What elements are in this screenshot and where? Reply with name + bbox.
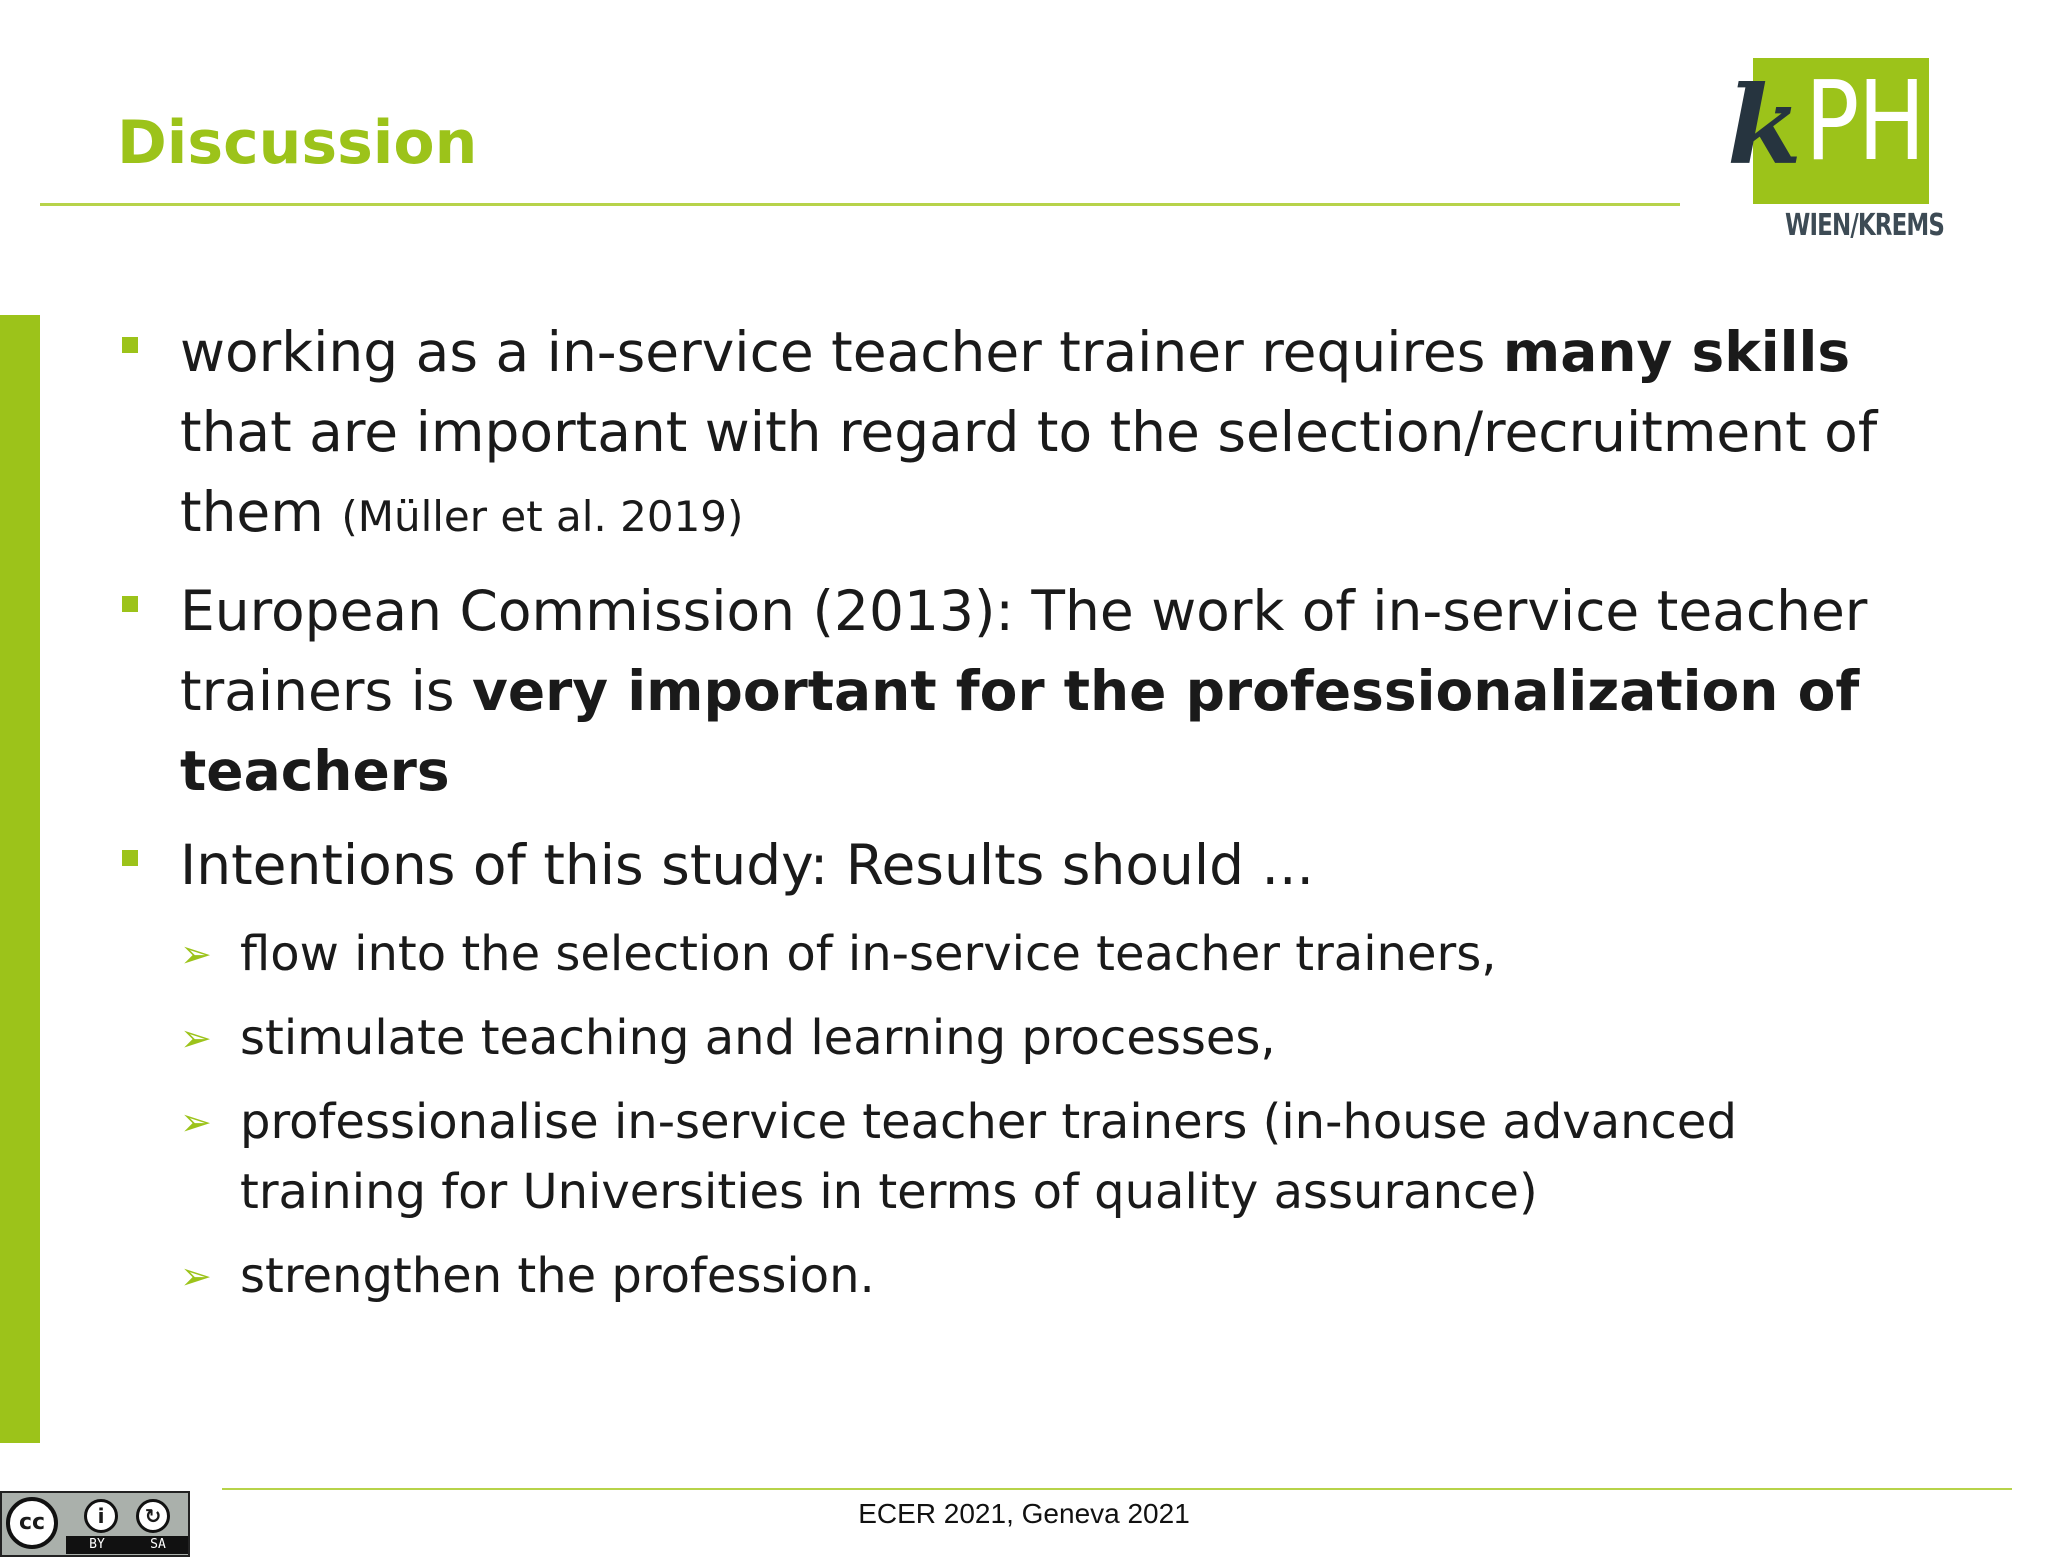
sub-bullet-text: professionalise in-service teacher trainers (in-house advanced training for Universities in terms of quality assurance)	[240, 1094, 1737, 1220]
sub-bullet	[118, 919, 1898, 989]
cc-icon: cc	[6, 1497, 58, 1549]
bullet-commission	[118, 571, 1898, 811]
sub-bullet-text: stimulate teaching and learning processes,	[240, 1010, 1276, 1066]
logo-k-text: k	[1727, 63, 1802, 189]
share-alike-icon: ↻	[136, 1499, 170, 1533]
attribution-icon: i	[84, 1499, 118, 1533]
license-by-label: BY	[66, 1536, 128, 1554]
title-divider	[40, 203, 1680, 206]
logo-subtitle: WIEN/KREMS	[1785, 208, 1945, 243]
citation: (Müller et al. 2019)	[341, 492, 744, 541]
license-sa-label: SA	[128, 1536, 188, 1554]
arrow-bullet-icon: ➢	[180, 1016, 212, 1060]
sub-bullet	[118, 1087, 1898, 1227]
kph-logo	[1727, 57, 1945, 248]
arrow-bullet-icon: ➢	[180, 1100, 212, 1144]
bullet-text: Intentions of this study: Results should ...	[180, 833, 1314, 897]
square-bullet-icon	[122, 596, 138, 612]
square-bullet-icon	[122, 850, 138, 866]
bullet-text: that are important with regard to the selection/recruitment of them	[180, 400, 1878, 544]
slide-title: Discussion	[117, 108, 478, 178]
sub-bullet	[118, 1003, 1898, 1073]
bullet-text: European Commission (2013): The work of in-service teacher trainers is	[180, 579, 1868, 723]
bullet-skills	[118, 312, 1898, 557]
side-accent-bar	[0, 315, 40, 1443]
sub-bullet-text: strengthen the profession.	[240, 1248, 875, 1304]
logo-ph-text: PH	[1805, 57, 1924, 185]
bullet-bold: many skills	[1502, 320, 1851, 384]
arrow-bullet-icon: ➢	[180, 1254, 212, 1298]
arrow-bullet-icon: ➢	[180, 932, 212, 976]
square-bullet-icon	[122, 337, 138, 353]
sub-bullet	[118, 1241, 1898, 1311]
slide-content	[118, 312, 1898, 1325]
bullet-text: working as a in-service teacher trainer requires	[180, 320, 1503, 384]
bullet-intentions	[118, 825, 1898, 905]
footer-text: ECER 2021, Geneva 2021	[858, 1498, 1190, 1529]
sub-bullet-text: flow into the selection of in-service teacher trainers,	[240, 926, 1497, 982]
bullet-bold: very important for the professionalization of teachers	[180, 659, 1860, 803]
footer-divider	[222, 1488, 2012, 1490]
